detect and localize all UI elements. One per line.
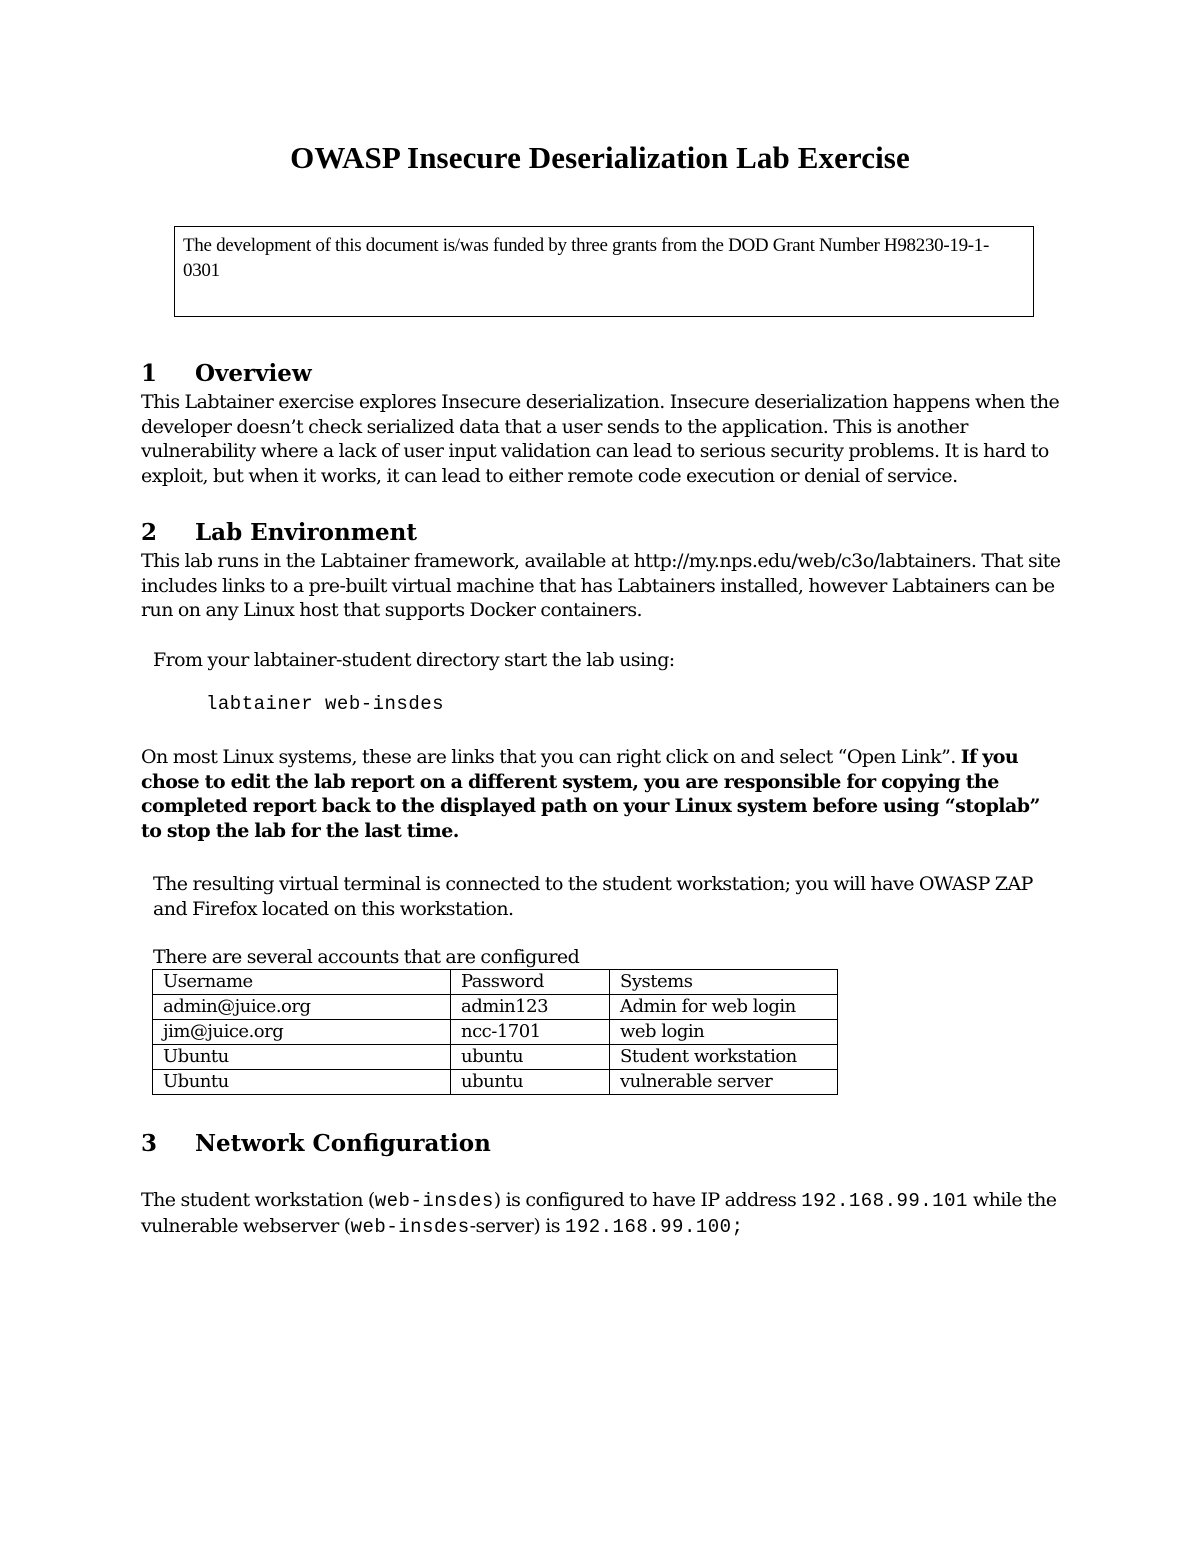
table-cell: Ubuntu: [153, 1070, 451, 1095]
accounts-intro: There are several accounts that are configured: [153, 946, 580, 968]
table-header-cell: Password: [451, 970, 610, 995]
server-ip: 192.168.99.100;: [564, 1215, 744, 1238]
links-text: On most Linux systems, these are links that you can right click on and select “Open Link”.: [141, 746, 961, 768]
section-title: Network Configuration: [195, 1130, 491, 1157]
funding-notice-box: The development of this document is/was funded by three grants from the DOD Grant Number H98230-19-1-0301: [174, 226, 1034, 317]
network-paragraph: [141, 1188, 1061, 1239]
overview-paragraph: This Labtainer exercise explores Insecure deserialization. Insecure deserialization happens when the developer doesn’t check serialized data that a user sends to the application. This is another vulnerability where a lack of user input validation can lead to serious security problems. It is hard to exploit, but when it works, it can lead to either remote code execution or denial of service.: [141, 391, 1060, 487]
table-cell: Admin for web login: [610, 995, 838, 1020]
server-hostname: web-insdes: [350, 1215, 470, 1238]
section-heading-network-configuration: [141, 1130, 491, 1157]
section-title: Overview: [195, 360, 312, 387]
table-cell: admin@juice.org: [153, 995, 451, 1020]
section-number: 1: [141, 360, 158, 387]
table-cell: ubuntu: [451, 1070, 610, 1095]
table-cell: Student workstation: [610, 1045, 838, 1070]
start-instructions: From your labtainer-student directory start the lab using:: [153, 649, 675, 671]
document-title: OWASP Insecure Deserialization Lab Exercise: [290, 140, 910, 175]
table-header-row: [153, 970, 838, 995]
accounts-table: [152, 969, 838, 1095]
section-heading-overview: [141, 360, 312, 387]
terminal-paragraph: The resulting virtual terminal is connected to the student workstation; you will have OWASP ZAP and Firefox located on this workstation.: [153, 873, 1033, 920]
table-cell: ncc-1701: [451, 1020, 610, 1045]
start-command: labtainer web-insdes: [206, 693, 445, 715]
network-text: The student workstation (: [141, 1189, 375, 1211]
table-cell: Ubuntu: [153, 1045, 451, 1070]
section-number: 2: [141, 519, 158, 546]
table-cell: ubuntu: [451, 1045, 610, 1070]
table-cell: vulnerable server: [610, 1070, 838, 1095]
table-header-cell: Systems: [610, 970, 838, 995]
network-text: ) is configured to have IP address: [493, 1189, 802, 1211]
table-cell: jim@juice.org: [153, 1020, 451, 1045]
section-title: Lab Environment: [195, 519, 418, 546]
table-cell: admin123: [451, 995, 610, 1020]
network-text: -server) is: [469, 1214, 565, 1237]
links-bold-warning: If you chose to edit the lab report on a different system, you are responsible for copying the completed report back to the displayed path on your Linux system before using “stoplab” to stop the lab for the last time.: [141, 746, 1040, 842]
table-header-cell: Username: [153, 970, 451, 995]
workstation-hostname: web-insdes: [374, 1190, 494, 1212]
table-cell: web login: [610, 1020, 838, 1045]
section-number: 3: [141, 1130, 158, 1157]
table-row: [153, 995, 838, 1020]
workstation-ip: 192.168.99.101: [801, 1190, 968, 1212]
lab-environment-paragraph: This lab runs in the Labtainer framework, available at http://my.nps.edu/web/c3o/labtainers. That site includes links to a pre-built virtual machine that has Labtainers installed, however Labtainers can be run on any Linux host that supports Docker containers.: [141, 550, 1061, 621]
network-text: while the vulnerable webserver (: [141, 1189, 1057, 1237]
table-row: [153, 1070, 838, 1095]
table-row: [153, 1045, 838, 1070]
links-paragraph: [141, 745, 1061, 843]
table-row: [153, 1020, 838, 1045]
section-heading-lab-environment: [141, 519, 417, 546]
